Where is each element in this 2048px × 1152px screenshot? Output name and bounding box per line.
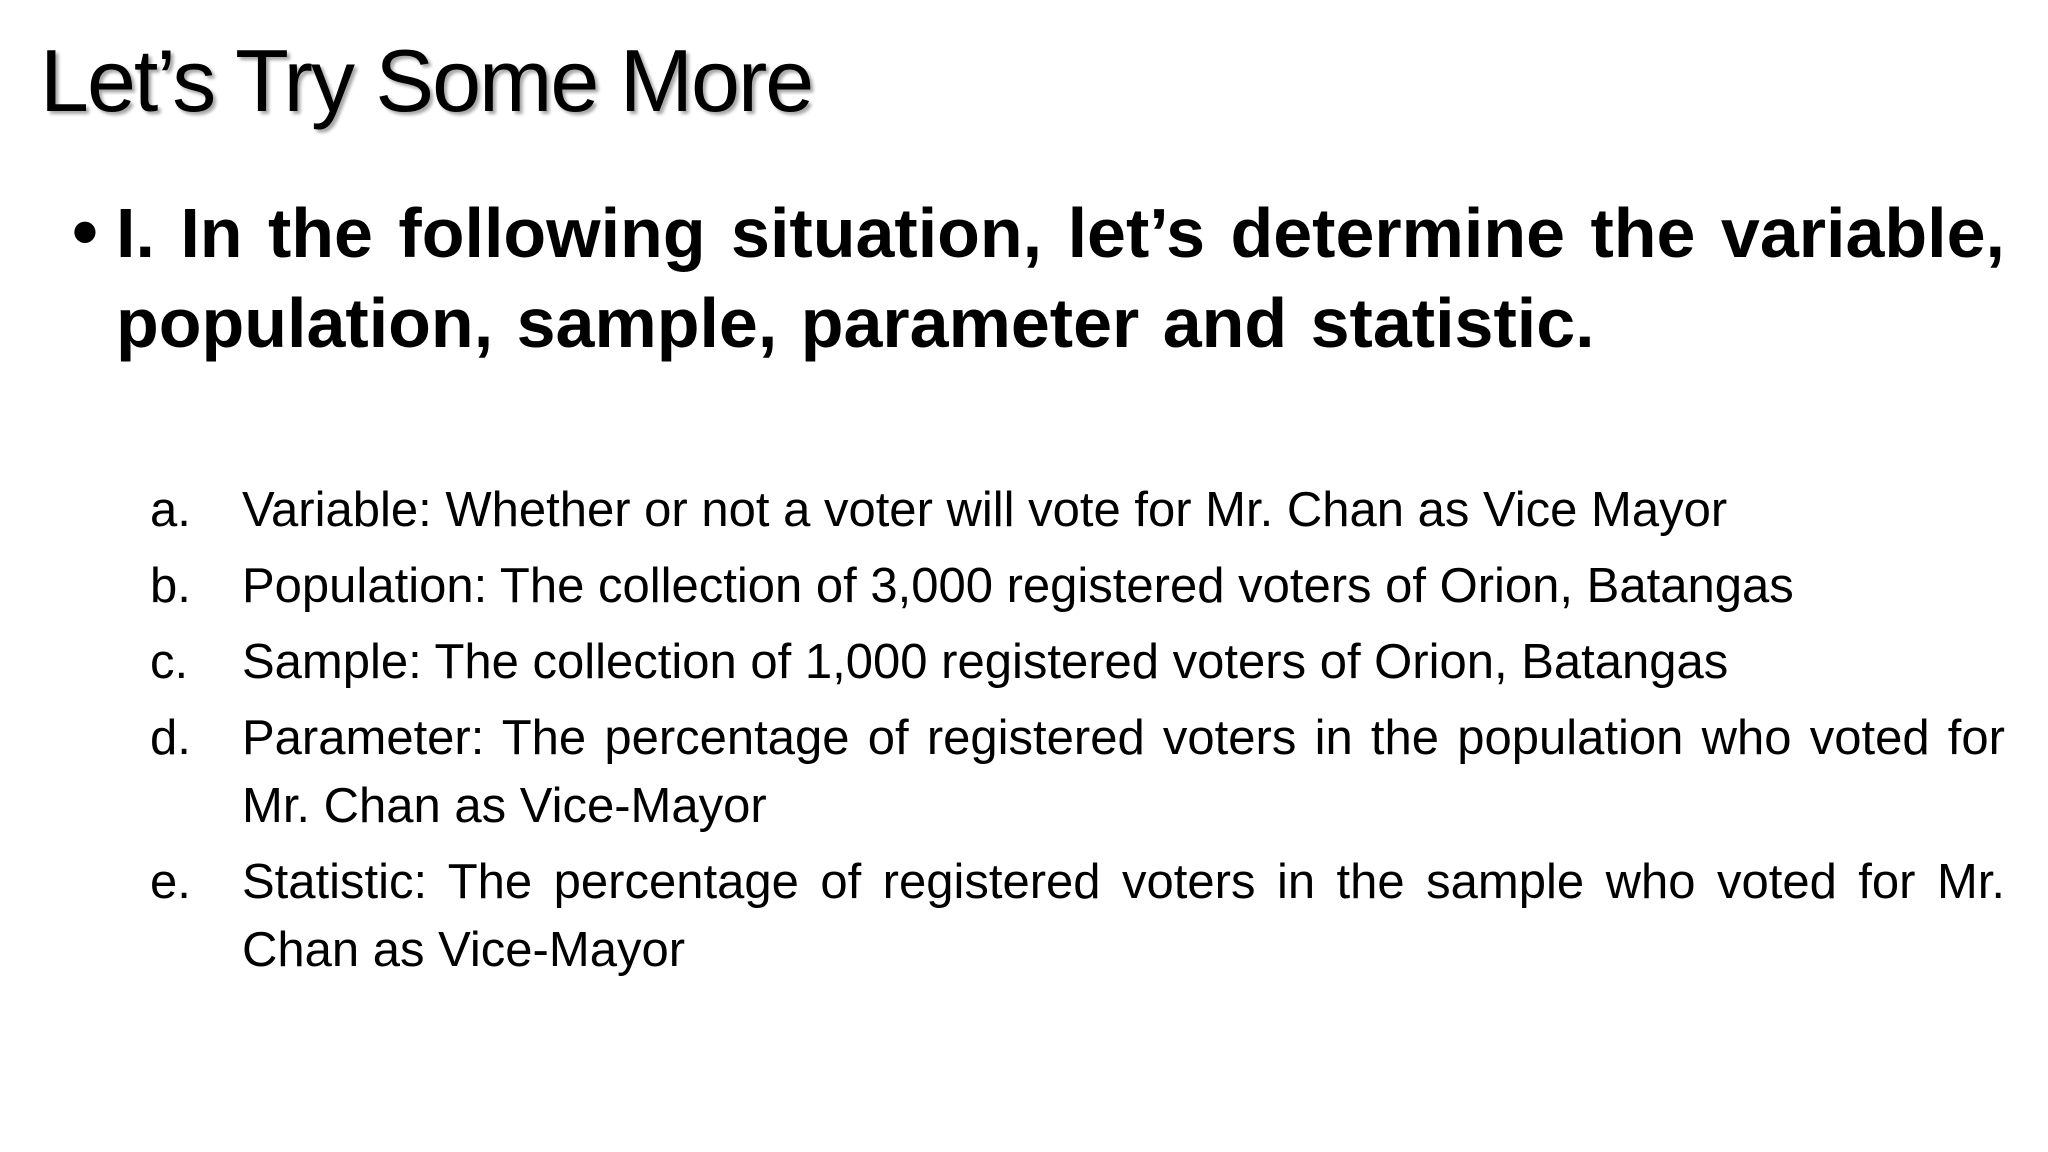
answer-list <box>150 476 2005 992</box>
bullet-text: I. In the following situation, let’s determine the variable, population, sample, parameter and statistic. <box>116 194 2005 362</box>
main-bullet <box>72 188 2005 368</box>
list-item-letter: b. <box>150 559 191 613</box>
list-item-text: Parameter: The percentage of registered voters in the population who voted for Mr. Chan as Vice-Mayor <box>242 711 2005 833</box>
list-item-text: Variable: Whether or not a voter will vote for Mr. Chan as Vice Mayor <box>242 483 1728 537</box>
list-item-letter: c. <box>150 635 189 689</box>
list-item <box>150 704 2005 840</box>
bullet-marker: • <box>72 190 98 273</box>
list-item-letter: d. <box>150 711 191 765</box>
list-item <box>150 628 2005 696</box>
list-item-text: Sample: The collection of 1,000 registered voters of Orion, Batangas <box>242 635 1729 689</box>
slide-title: Let’s Try Some More <box>40 31 813 130</box>
list-item <box>150 476 2005 544</box>
list-item-text: Statistic: The percentage of registered voters in the sample who voted for Mr. Chan as Vice-Mayor <box>242 855 2005 977</box>
list-item-text: Population: The collection of 3,000 registered voters of Orion, Batangas <box>242 559 1794 613</box>
list-item <box>150 552 2005 620</box>
list-item-letter: e. <box>150 855 191 909</box>
list-item <box>150 848 2005 984</box>
list-item-letter: a. <box>150 483 191 537</box>
